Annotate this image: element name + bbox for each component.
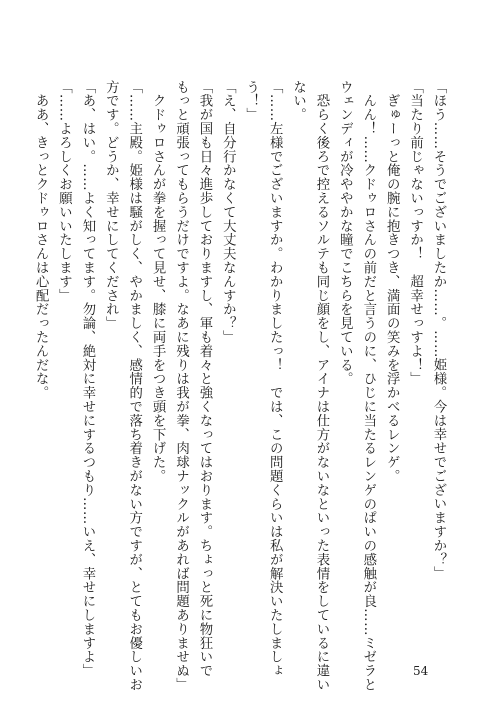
text-line: 「我が国も日々進歩しておりますし、軍も着々と強くなってはおります。ちょっと死に物狂いで bbox=[196, 80, 212, 678]
text-line: もっと頑張ってもらうだけですよ。なあに残りは我が拳、肉球ナックルがあれば問題ありませぬ」 bbox=[173, 80, 189, 692]
text-line: 「……よろしくお願いいたします」 bbox=[56, 80, 72, 303]
text-line: う！」 bbox=[243, 80, 259, 122]
text-line: んん！……クドゥロさんの前だと言うのに、ひじに当たるレンゲのぱいの感触が良……ミゼラと bbox=[360, 80, 376, 692]
text-line: 「……左様でございますか。わかりましたっ！ では、この問題くらいは私が解決いたしましょ bbox=[267, 80, 283, 678]
text-line: 「当たり前じゃないっすか！ 超幸せっすよ！」 bbox=[407, 80, 423, 386]
text-line: 恐らく後ろで控えるソルテも同じ顔をし、アイナは仕方がないなといった表情をしているに違い bbox=[313, 80, 329, 692]
text-line: ない。 bbox=[290, 80, 306, 122]
page-number: 54 bbox=[413, 664, 429, 678]
text-line: ウェンディが冷ややかな瞳でこちらを見ている。 bbox=[337, 80, 353, 386]
text-line: クドゥロさんが拳を握って見せ、膝に両手をつき頭を下げた。 bbox=[150, 80, 166, 484]
text-line: 「あ、はい。……よく知ってます。勿論、絶対に幸せにするつもり……いえ、幸せにしますよ」 bbox=[79, 80, 95, 678]
text-line: ああ、きっとクドゥロさんは心配だったんだな。 bbox=[33, 80, 49, 400]
text-line: 「え、自分行かなくて大丈夫なんすか？」 bbox=[220, 80, 236, 345]
text-line: 「……主殿。姫様は騒がしく、やかましく、感情的で落ち着きがない方ですが、とてもお優しいお bbox=[126, 80, 142, 692]
text-line: 「ほう……そうでございましたか……。……姫様。今は幸せでございますか？」 bbox=[431, 80, 446, 581]
text-line: ぎゅーっと俺の腕に抱きつき、満面の笑みを浮かべるレンゲ。 bbox=[384, 80, 400, 484]
text-line: 方です。どうか、幸せにしてくだされ」 bbox=[103, 80, 119, 331]
